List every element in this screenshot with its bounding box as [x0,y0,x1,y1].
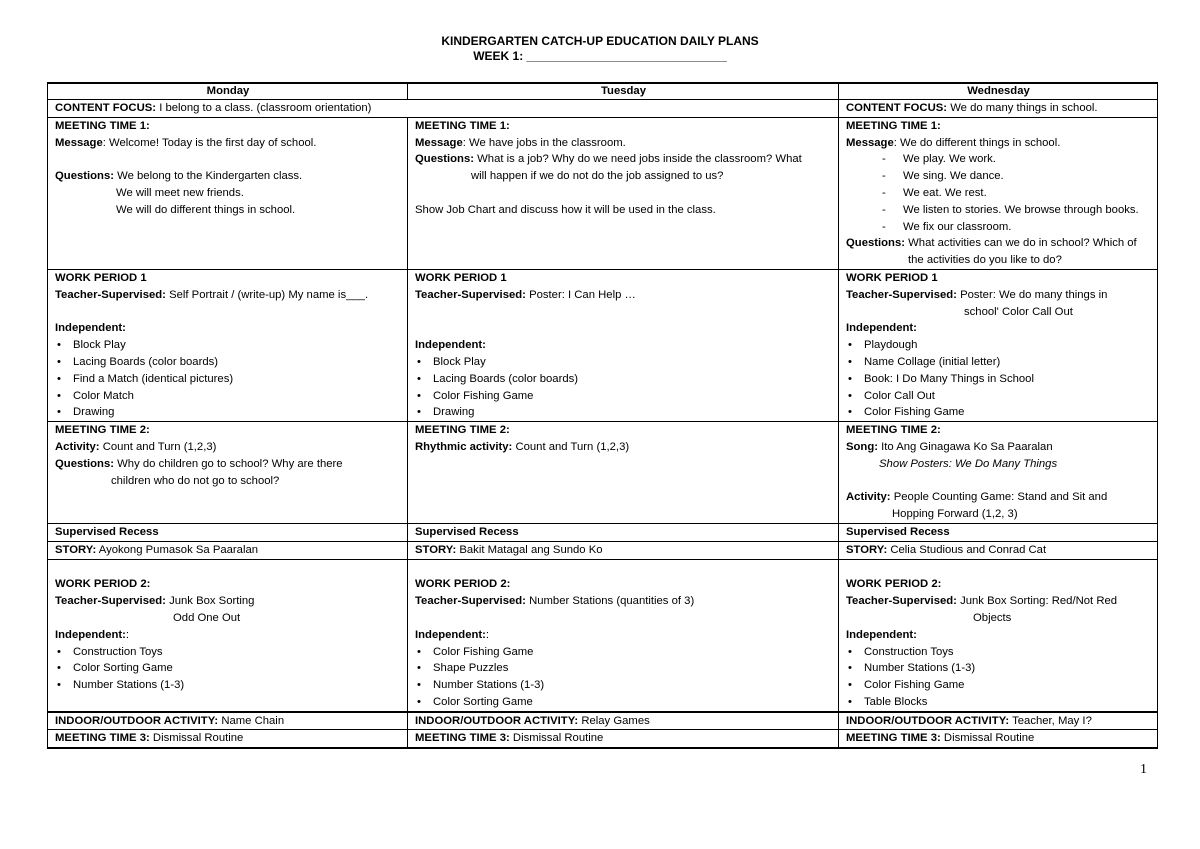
indoor-outdoor-wednesday [839,712,1158,730]
teacher-supervised-text: Poster: I Can Help … [529,288,636,301]
meeting-time-2-wednesday [839,422,1158,524]
independent-suffix: : [125,628,130,641]
independent-list [846,337,1151,421]
supervised-recess-wednesday: Supervised Recess [839,523,1158,541]
questions-label: Questions: [415,153,474,166]
questions-text: We will do different things in school. [116,203,296,216]
list-item: • Lacing Boards (color boards) [415,371,832,388]
questions-text: the activities do you like to do? [908,254,1062,267]
content-focus-label: CONTENT FOCUS: [846,102,948,114]
song-label: Song: [846,440,878,453]
day-header-monday: Monday [48,83,408,100]
teacher-supervised-label: Teacher-Supervised: [55,288,166,301]
questions-label: Questions: [846,237,905,250]
daily-plan-table [47,82,1158,749]
questions-text: What is a job? Why do we need jobs inside the classroom? What [477,153,802,166]
teacher-supervised-text: Junk Box Sorting [169,595,255,608]
rhythmic-activity-text: Count and Turn (1,2,3) [515,440,630,453]
message-text: : Welcome! Today is the first day of school. [102,136,317,149]
teacher-supervised-text: Number Stations (quantities of 3) [529,595,695,608]
meeting-time-3-text: Dismissal Routine [512,732,604,745]
indoor-outdoor-tuesday [408,712,839,730]
indoor-outdoor-monday [48,712,408,730]
independent-suffix: : [485,628,490,641]
list-item: • Lacing Boards (color boards) [55,354,401,371]
independent-list [415,354,832,421]
meeting-time-1-tuesday [408,117,839,269]
meeting-time-1-row [48,117,1158,269]
work-period-1-wednesday [839,269,1158,421]
section-heading: MEETING TIME 2: [55,424,150,437]
story-label: STORY: [846,543,888,556]
section-heading: MEETING TIME 1: [846,119,941,132]
indoor-outdoor-text: Teacher, May I? [1012,714,1092,727]
meeting-time-2-monday [48,422,408,524]
meeting-time-3-label: MEETING TIME 3: [55,732,150,745]
activity-label: Activity: [846,491,891,504]
independent-list [55,644,401,694]
list-item: • Block Play [55,337,401,354]
list-item: - We listen to stories. We browse through books. [846,202,1151,219]
questions-text: What activities can we do in school? Which of [908,237,1137,250]
meeting-time-3-wednesday [839,730,1158,748]
list-item: • Book: I Do Many Things in School [846,371,1151,388]
section-heading: WORK PERIOD 2: [846,578,942,591]
supervised-recess-monday: Supervised Recess [48,523,408,541]
teacher-supervised-text: Self Portrait / (write-up) My name is___. [169,288,369,301]
teacher-supervised-label: Teacher-Supervised: [415,595,526,608]
independent-label: Independent: [846,628,917,641]
section-heading: MEETING TIME 1: [415,119,510,132]
independent-list [55,337,401,421]
work-period-2-tuesday [408,541,839,711]
independent-label: Independent: [55,628,126,641]
meeting-time-3-label: MEETING TIME 3: [415,732,510,745]
independent-label: Independent: [415,628,486,641]
meeting-time-2-tuesday [408,422,839,524]
list-item: • Name Collage (initial letter) [846,354,1151,371]
rhythmic-activity-label: Rhythmic activity: [415,440,513,453]
message-label: Message [415,136,463,149]
list-item: - We fix our classroom. [846,219,1151,236]
section-heading: WORK PERIOD 2: [415,578,511,591]
questions-text: children who do not go to school? [111,474,280,487]
meeting-time-3-label: MEETING TIME 3: [846,732,941,745]
indoor-outdoor-text: Relay Games [581,714,650,727]
independent-label: Independent: [55,322,126,335]
note-text: Show Job Chart and discuss how it will be used in the class. [415,203,716,216]
page-number: 1 [1140,762,1147,777]
song-text: Ito Ang Ginagawa Ko Sa Paaralan [881,440,1053,453]
story-text: Celia Studious and Conrad Cat [890,543,1047,556]
show-posters-text: Show Posters: We Do Many Things [879,457,1058,470]
list-item: • Color Fishing Game [846,404,1151,421]
content-focus-label: CONTENT FOCUS: [55,102,157,114]
questions-text: We belong to the Kindergarten class. [117,170,303,183]
content-focus-row [48,100,1158,118]
meeting-time-3-text: Dismissal Routine [943,732,1035,745]
indoor-outdoor-row [48,712,1158,730]
section-heading: MEETING TIME 2: [415,424,510,437]
teacher-supervised-text: Objects [973,611,1012,624]
indoor-outdoor-label: INDOOR/OUTDOOR ACTIVITY: [846,714,1010,727]
teacher-supervised-label: Teacher-Supervised: [415,288,526,301]
list-item: • Find a Match (identical pictures) [55,371,401,388]
indoor-outdoor-label: INDOOR/OUTDOOR ACTIVITY: [55,714,219,727]
list-item: • Playdough [846,337,1151,354]
week-line: WEEK 1: ______________________________ [473,49,727,63]
independent-label: Independent: [415,339,486,352]
day-header-tuesday: Tuesday [408,83,839,100]
list-item: • Number Stations (1-3) [415,677,832,694]
supervised-recess-row [48,523,1158,541]
meeting-time-2-row [48,422,1158,524]
work-period-1-row [48,269,1158,421]
day-header-row [48,83,1158,100]
meeting-time-3-text: Dismissal Routine [152,732,244,745]
story-text: Bakit Matagal ang Sundo Ko [459,543,603,556]
section-heading: WORK PERIOD 1 [415,271,507,284]
story-label: STORY: [55,543,97,556]
content-focus-text: We do many things in school. [950,102,1098,114]
questions-text: will happen if we do not do the job assigned to us? [471,170,724,183]
message-list [846,151,1151,235]
work-period-1-tuesday [408,269,839,421]
supervised-recess-tuesday: Supervised Recess [408,523,839,541]
content-focus-text: I belong to a class. (classroom orientation) [159,102,372,114]
message-label: Message [55,136,103,149]
list-item: • Color Sorting Game [415,694,832,711]
section-heading: WORK PERIOD 1 [55,271,147,284]
list-item: • Construction Toys [846,644,1151,661]
indoor-outdoor-label: INDOOR/OUTDOOR ACTIVITY: [415,714,579,727]
work-period-1-monday [48,269,408,421]
message-text: : We have jobs in the classroom. [462,136,626,149]
list-item: • Shape Puzzles [415,660,832,677]
activity-text: Count and Turn (1,2,3) [102,440,217,453]
content-focus-mon-tue [48,100,839,118]
section-heading: MEETING TIME 1: [55,119,150,132]
list-item: • Block Play [415,354,832,371]
meeting-time-3-monday [48,730,408,748]
day-header-wednesday: Wednesday [839,83,1158,100]
message-label: Message [846,136,894,149]
questions-text: Why do children go to school? Why are there [117,457,343,470]
section-heading: WORK PERIOD 2: [55,578,151,591]
content-focus-wed [839,100,1158,118]
list-item: • Number Stations (1-3) [55,677,401,694]
independent-list [846,644,1151,711]
meeting-time-1-wednesday [839,117,1158,269]
list-item: • Color Fishing Game [415,644,832,661]
questions-label: Questions: [55,170,114,183]
activity-text: Hopping Forward (1,2, 3) [892,508,1018,521]
list-item: • Color Match [55,388,401,405]
teacher-supervised-label: Teacher-Supervised: [846,595,957,608]
teacher-supervised-label: Teacher-Supervised: [846,288,957,301]
list-item: - We sing. We dance. [846,168,1151,185]
message-text: : We do different things in school. [893,136,1061,149]
indoor-outdoor-text: Name Chain [221,714,285,727]
list-item: • Drawing [415,404,832,421]
section-heading: MEETING TIME 2: [846,424,941,437]
questions-text: We will meet new friends. [116,186,244,199]
meeting-time-3-tuesday [408,730,839,748]
list-item: • Color Call Out [846,388,1151,405]
story-label: STORY: [415,543,457,556]
teacher-supervised-label: Teacher-Supervised: [55,595,166,608]
list-item: • Table Blocks [846,694,1151,711]
teacher-supervised-text: Junk Box Sorting: Red/Not Red [960,595,1118,608]
meeting-time-3-row [48,730,1158,748]
teacher-supervised-text: Odd One Out [173,611,241,624]
document-title: KINDERGARTEN CATCH-UP EDUCATION DAILY PLANS [441,34,759,48]
list-item: • Color Fishing Game [846,677,1151,694]
story-work-period-2-row [48,541,1158,711]
activity-label: Activity: [55,440,100,453]
teacher-supervised-text: school' Color Call Out [964,305,1073,318]
list-item: • Color Sorting Game [55,660,401,677]
meeting-time-1-monday [48,117,408,269]
list-item: • Number Stations (1-3) [846,660,1151,677]
list-item: - We play. We work. [846,151,1151,168]
list-item: • Color Fishing Game [415,388,832,405]
story-text: Ayokong Pumasok Sa Paaralan [98,543,259,556]
section-heading: WORK PERIOD 1 [846,271,938,284]
questions-label: Questions: [55,457,114,470]
independent-list [415,644,832,711]
activity-text: People Counting Game: Stand and Sit and [893,491,1108,504]
independent-label: Independent: [846,322,917,335]
list-item: - We eat. We rest. [846,185,1151,202]
teacher-supervised-text: Poster: We do many things in [960,288,1108,301]
work-period-2-monday [48,541,408,711]
list-item: • Construction Toys [55,644,401,661]
work-period-2-wednesday [839,541,1158,711]
list-item: • Drawing [55,404,401,421]
